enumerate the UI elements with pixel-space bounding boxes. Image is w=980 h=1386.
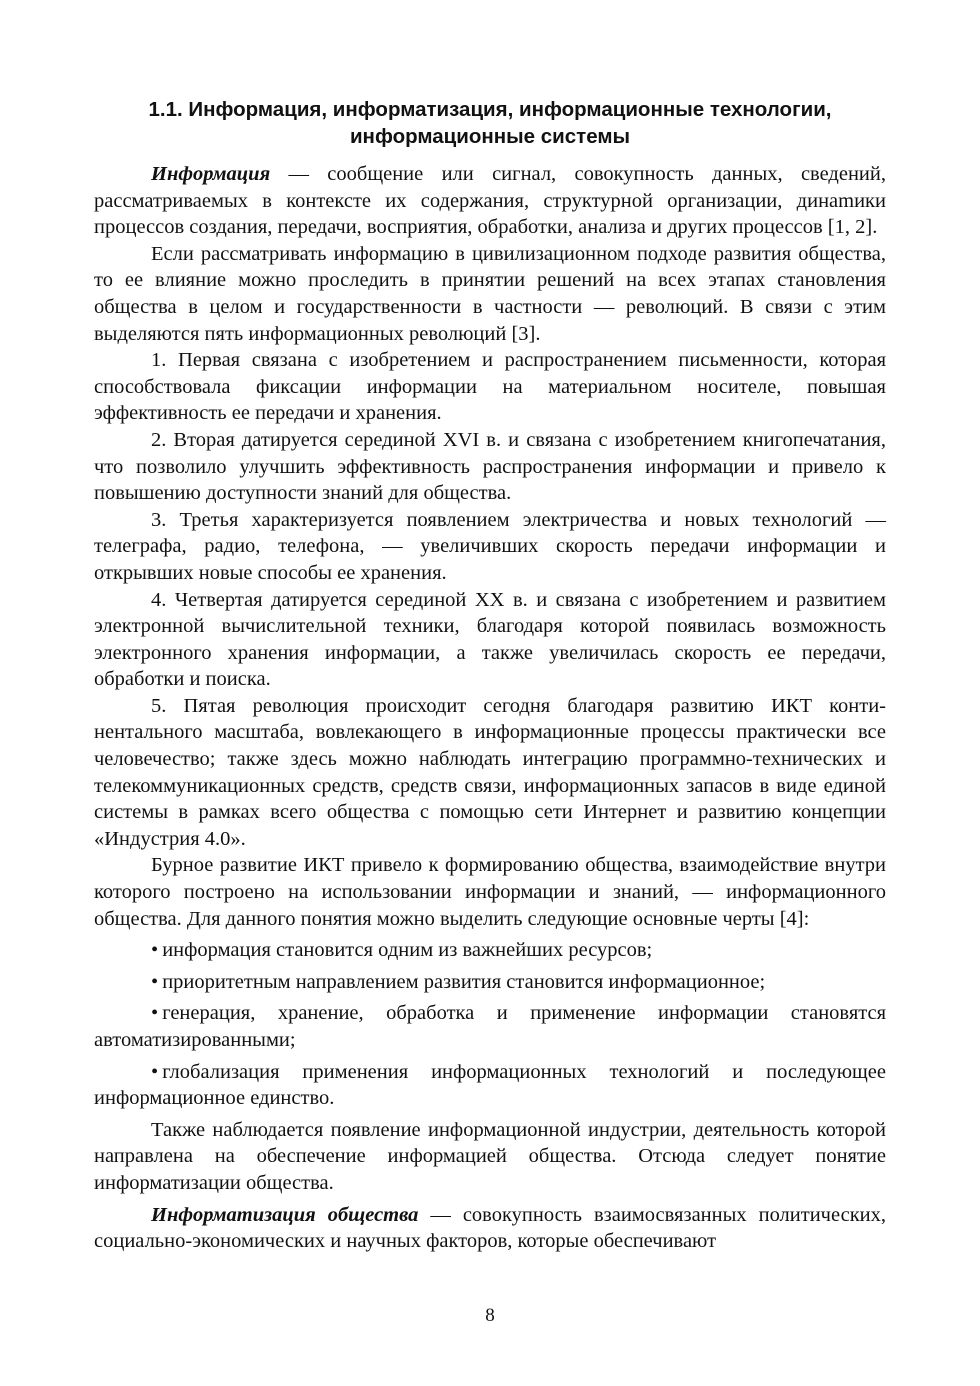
page-number: 8: [485, 1305, 495, 1326]
bullet-icon: •: [151, 1002, 159, 1025]
definition-term: Информатизация общества: [151, 1203, 419, 1226]
bullet-text: генерация, хранение, обработка и применение информации становятся автоматизированными;: [94, 1002, 886, 1051]
definition-text: — совокупность взаимосвязанных политических, социально-экономических и научных факторов, которые обеспечивают: [94, 1203, 887, 1253]
bullet-item-2: [94, 969, 886, 996]
bullet-text: информация становится одним из важнейших ресурсов;: [162, 939, 653, 962]
definition-information-paragraph: [94, 161, 886, 241]
bullet-icon: •: [151, 970, 159, 993]
bullet-text: глобализация применения информационных технологий и последующее информационное единство.: [94, 1060, 886, 1110]
bullet-item-4: [94, 1059, 886, 1112]
section-heading-line-1: 1.1. Информация, информатизация, информационные технологии,: [148, 98, 832, 121]
information-industry-paragraph: Также наблюдается появление информационной индустрии, деятельность которой направлена на обеспечение информацией общества. Отсюда следует понятие информатизации общества.: [94, 1118, 886, 1194]
revolution-item-5: 5. Пятая революция происходит сегодня благодаря развитию ИКТ континентального масштаба, вовлекающего в информационные процессы практически все человечество; также здесь можно наблюдать интеграцию программно-технических и телекоммуникационных средств, средств связи, информационных запасов в виде единой системы в рамках всего общества с помощью сети Интернет и развитию концепции «Индустрия 4.0».: [94, 694, 886, 850]
definition-text: — сообщение или сигнал, совокупность данных, сведений, рассматриваемых в контексте их содержания, структурной организации, динаmики процессов создания, передачи, восприятия, обработки, анализа и других процессов [1, 2].: [94, 163, 886, 239]
revolution-item-3: 3. Третья характеризуется появлением электричества и новых технологий — телеграфа, радио, телефона, — увеличивших скорость передачи информации и открывших новые способы ее хранения.: [94, 508, 886, 584]
bullet-item-3: [94, 1000, 886, 1053]
revolution-item-2: 2. Вторая датируется серединой XVI в. и связана с изобретением книгопечатания, что позволило улучшить эффективность распространения информации и привело к повышению доступности знаний для общества.: [94, 428, 886, 505]
revolution-item-4: 4. Четвертая датируется серединой XX в. и связана с изобретением и развитием электронной вычислительной техники, благодаря которой появилась возможность электронного хранения информации, а также увеличилась скорость ее передачи, обработки и поиска.: [94, 588, 886, 691]
bullet-icon: •: [151, 939, 159, 962]
bullet-item-1: [94, 937, 886, 964]
civilization-paragraph: Если рассматривать информацию в цивилизационном подходе развития общества, то ее влияние можно проследить в принятии решений на всех этапах становления общества в целом и государственности в частности — революций. В связи с этим выделяются пять информационных революций [3].: [94, 242, 886, 345]
section-heading: [94, 96, 886, 150]
bullet-icon: •: [151, 1060, 159, 1083]
definition-informatization-paragraph: [94, 1202, 886, 1255]
definition-term: Информация: [151, 163, 271, 185]
information-society-paragraph: Бурное развитие ИКТ привело к формированию общества, взаимодействие внутри которого построено на использовании информации и знаний, — информационного общества. Для данного понятия можно выделить следующие основные черты [4]:: [94, 854, 886, 930]
revolution-item-1: 1. Первая связана с изобретением и распространением письменности, которая способствовала фиксации информации на материальном носителе, повышая эффективность ее передачи и хранения.: [94, 349, 886, 425]
section-heading-line-2: информационные системы: [349, 125, 631, 148]
bullet-text: приоритетным направлением развития становится информационное;: [162, 970, 766, 993]
